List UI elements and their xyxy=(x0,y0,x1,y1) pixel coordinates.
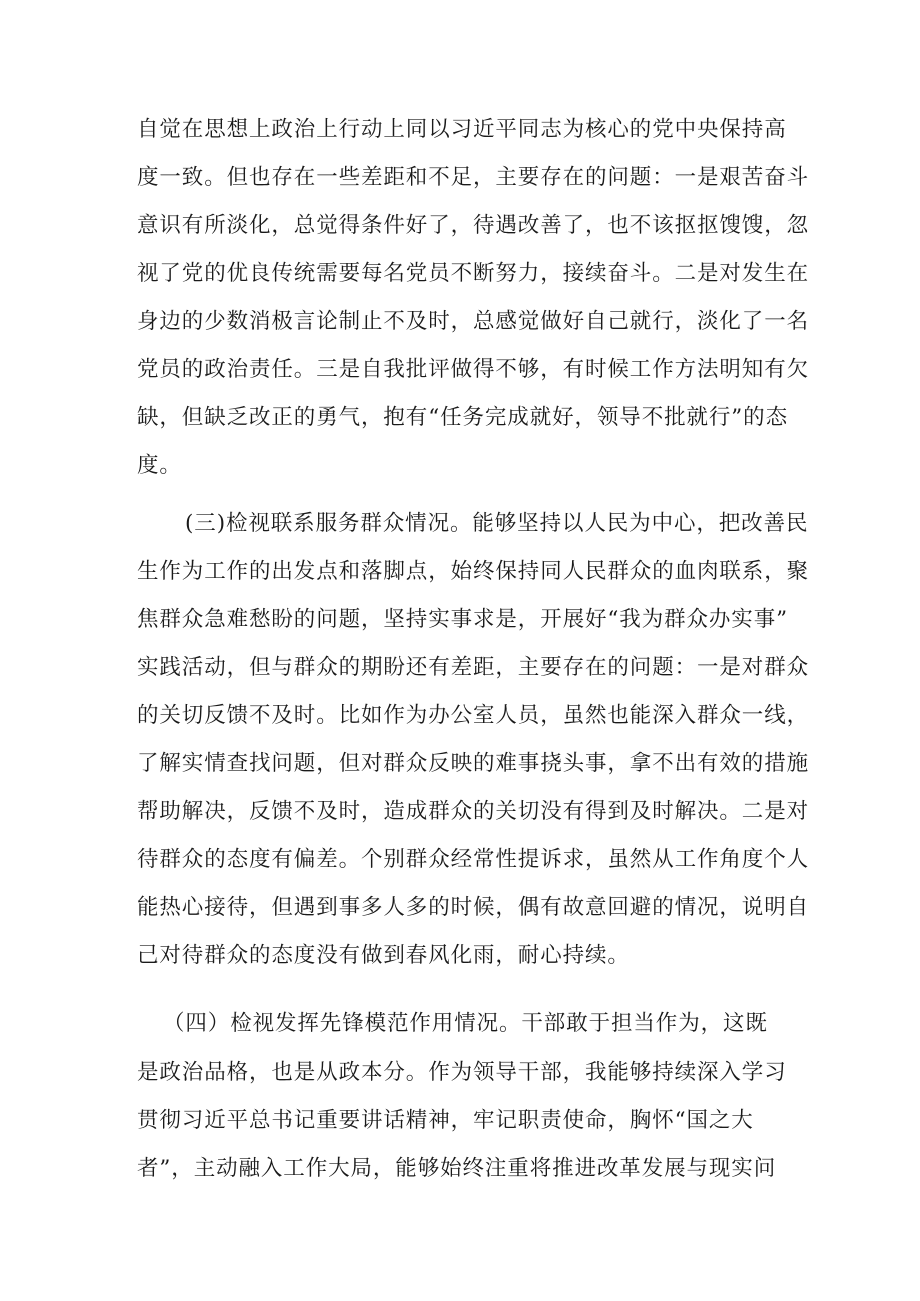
text-line: 缺，但缺乏改正的勇气，抱有“任务完成就好，领导不批就行”的态 xyxy=(137,405,788,430)
text-line: （四）检视发挥先锋模范作用情况。干部敢于担当作为，这既 xyxy=(163,1011,768,1036)
text-line: (三)检视联系服务群众情况。能够坚持以人民为中心，把改善民 xyxy=(185,511,809,536)
text-line: 意识有所淡化，总觉得条件好了，待遇改善了，也不该抠抠馊馊，忽 xyxy=(137,213,810,238)
text-line: 贯彻习近平总书记重要讲话精神，牢记职责使命，胸怀“国之大 xyxy=(137,1108,754,1133)
text-line: 视了党的优良传统需要每名党员不断努力，接续奋斗。二是对发生在 xyxy=(137,261,810,286)
text-line: 己对待群众的态度没有做到春风化雨，耐心持续。 xyxy=(137,943,630,968)
text-line: 生作为工作的出发点和落脚点，始终保持同人民群众的血肉联系，聚 xyxy=(137,559,810,584)
text-line: 能热心接待，但遇到事多人多的时候，偶有故意回避的情况，说明自 xyxy=(137,895,810,920)
text-line: 身边的少数消极言论制止不及时，总感觉做好自己就行，淡化了一名 xyxy=(137,309,810,334)
text-line: 焦群众急难愁盼的问题，坚持实事求是，开展好“我为群众办实事” xyxy=(137,607,788,632)
text-line: 者”，主动融入工作大局，能够始终注重将推进改革发展与现实问 xyxy=(137,1156,777,1181)
text-line: 的关切反馈不及时。比如作为办公室人员，虽然也能深入群众一线， xyxy=(137,703,810,728)
text-line: 自觉在思想上政治上行动上同以习近平同志为核心的党中央保持高 xyxy=(137,117,787,142)
text-line: 实践活动，但与群众的期盼还有差距，主要存在的问题：一是对群众 xyxy=(137,655,810,680)
text-line: 党员的政治责任。三是自我批评做得不够，有时候工作方法明知有欠 xyxy=(137,357,810,382)
text-line: 了解实情查找问题，但对群众反映的难事挠头事，拿不出有效的措施 xyxy=(137,751,810,776)
text-line: 度。 xyxy=(137,453,182,478)
text-line: 是政治品格，也是从政本分。作为领导干部，我能够持续深入学习 xyxy=(137,1060,787,1085)
text-line: 待群众的态度有偏差。个别群众经常性提诉求，虽然从工作角度个人 xyxy=(137,847,810,872)
text-line: 帮助解决，反馈不及时，造成群众的关切没有得到及时解决。二是对 xyxy=(137,799,810,824)
text-line: 度一致。但也存在一些差距和不足，主要存在的问题：一是艰苦奋斗 xyxy=(137,165,810,190)
